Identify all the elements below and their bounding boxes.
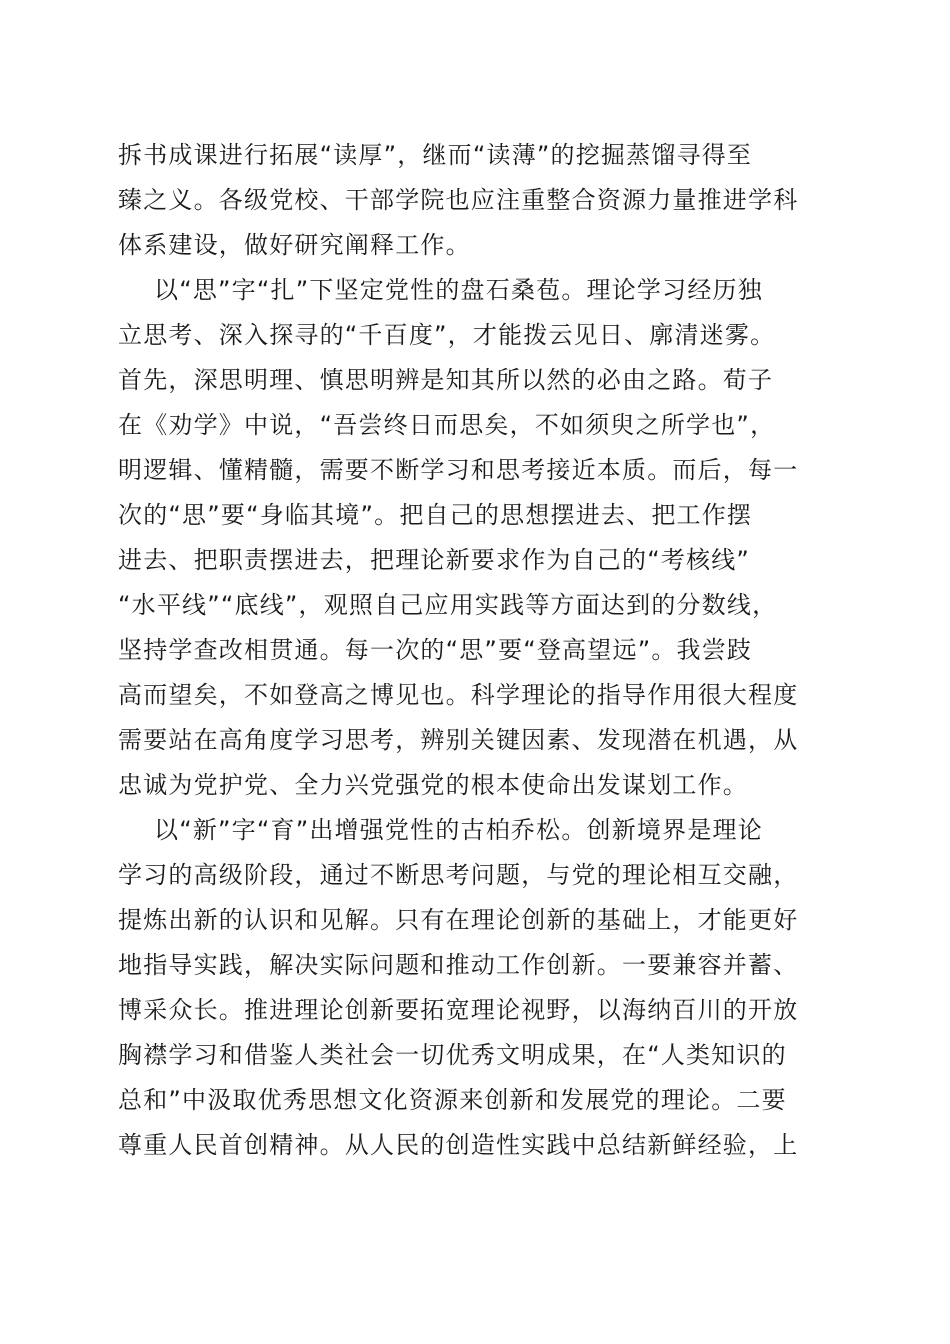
text-line: 总和”中汲取优秀思想文化资源来创新和发展党的理论。二要 — [118, 1086, 787, 1114]
text-line: 地指导实践，解决实际问题和推动工作创新。一要兼容并蓄、 — [118, 951, 799, 979]
paragraph-start-line: 以“思”字“扎”下坚定党性的盘石桑苞。理论学习经历独 — [154, 276, 763, 304]
text-line: 臻之义。各级党校、干部学院也应注重整合资源力量推进学科 — [118, 186, 799, 214]
text-line: 立思考、深入探寻的“千百度”，才能拨云见日、廓清迷雾。 — [118, 321, 776, 349]
text-line: 次的“思”要“身临其境”。把自己的思想摆进去、把工作摆 — [118, 501, 753, 529]
text-line: 学习的高级阶段，通过不断思考问题，与党的理论相互交融， — [118, 861, 799, 889]
text-line: 在《劝学》中说，“吾尝终日而思矣，不如须臾之所学也”， — [118, 411, 776, 439]
text-line: 体系建设，做好研究阐释工作。 — [118, 231, 471, 259]
text-line: 高而望矣，不如登高之博见也。科学理论的指导作用很大程度 — [118, 681, 799, 709]
body-text — [118, 133, 838, 1168]
text-line: 坚持学查改相贯通。每一次的“思”要“登高望远”。我尝跂 — [118, 636, 753, 664]
paragraph-start-line: 以“新”字“育”出增强党性的古柏乔松。创新境界是理论 — [154, 816, 763, 844]
text-line: 忠诚为党护党、全力兴党强党的根本使命出发谋划工作。 — [118, 771, 748, 799]
text-line: 拆书成课进行拓展“读厚”，继而“读薄”的挖掘蒸馏寻得至 — [118, 141, 753, 169]
text-line: 需要站在高角度学习思考，辨别关键因素、发现潜在机遇，从 — [118, 726, 799, 754]
text-line: 提炼出新的认识和见解。只有在理论创新的基础上，才能更好 — [118, 906, 799, 934]
text-line: 进去、把职责摆进去，把理论新要求作为自己的“考核线” — [118, 546, 751, 574]
text-line: 胸襟学习和借鉴人类社会一切优秀文明成果，在“人类知识的 — [118, 1041, 787, 1069]
text-line: “水平线”“底线”，观照自己应用实践等方面达到的分数线， — [118, 591, 778, 619]
text-line: 明逻辑、懂精髓，需要不断学习和思考接近本质。而后，每一 — [118, 456, 799, 484]
text-line: 尊重人民首创精神。从人民的创造性实践中总结新鲜经验，上 — [118, 1131, 799, 1159]
text-line: 博采众长。推进理论创新要拓宽理论视野，以海纳百川的开放 — [118, 996, 799, 1024]
text-line: 首先，深思明理、慎思明辨是知其所以然的必由之路。荀子 — [118, 366, 774, 394]
